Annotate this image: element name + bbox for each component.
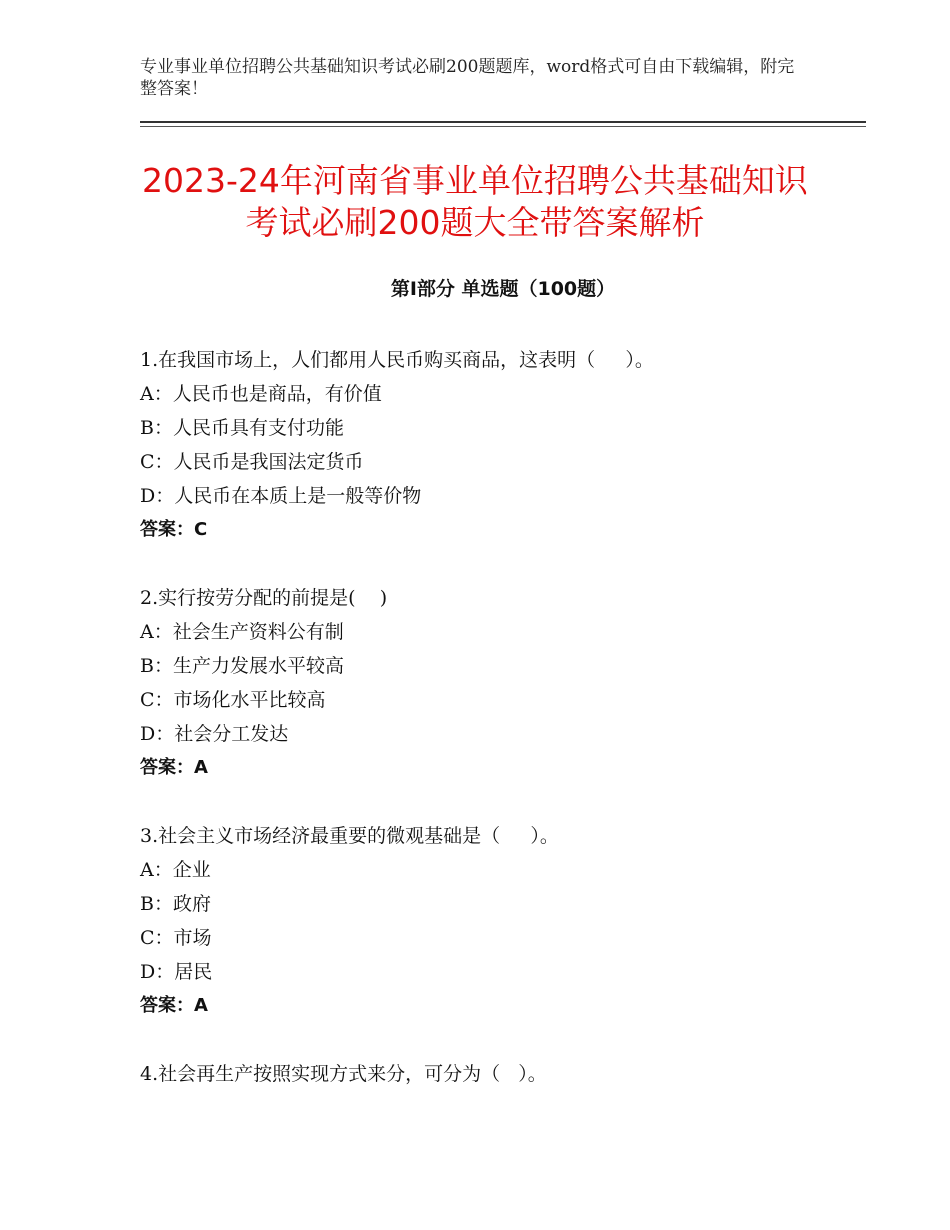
answer-line: 答案：C xyxy=(140,519,208,540)
option-d: D：居民 xyxy=(140,961,213,983)
answer-line: 答案：A xyxy=(140,995,208,1016)
option-c: C：市场化水平比较高 xyxy=(140,689,326,711)
section-heading: 第Ⅰ部分 单选题（100题） xyxy=(390,278,616,300)
answer-line: 答案：A xyxy=(140,757,208,778)
option-b: B：人民币具有支付功能 xyxy=(140,417,344,439)
question-list xyxy=(140,343,866,1125)
option-b: B：政府 xyxy=(140,893,211,915)
option-d: D：人民币在本质上是一般等价物 xyxy=(140,485,422,507)
option-a: A：社会生产资料公有制 xyxy=(140,621,344,643)
option-c: C：人民币是我国法定货币 xyxy=(140,451,364,473)
option-c: C：市场 xyxy=(140,927,212,949)
question-4 xyxy=(140,1057,866,1091)
question-2 xyxy=(140,581,866,785)
header-rule-thick xyxy=(140,121,866,123)
header-note: 专业事业单位招聘公共基础知识考试必刷200题题库，word格式可自由下载编辑，附完整答案！ xyxy=(140,57,795,99)
question-stem: 2.实行按劳分配的前提是( ) xyxy=(140,587,388,609)
option-a: A：人民币也是商品，有价值 xyxy=(140,383,382,405)
question-3 xyxy=(140,819,866,1023)
document-title: 2023-24年河南省事业单位招聘公共基础知识考试必刷200题大全带答案解析 xyxy=(142,161,808,242)
question-stem: 4.社会再生产按照实现方式来分，可分为（ ）。 xyxy=(140,1063,547,1085)
question-stem: 3.社会主义市场经济最重要的微观基础是（ ）。 xyxy=(140,825,559,847)
question-1 xyxy=(140,343,866,547)
question-stem: 1.在我国市场上，人们都用人民币购买商品，这表明（ ）。 xyxy=(140,349,654,371)
option-d: D：社会分工发达 xyxy=(140,723,289,745)
header-rule-thin xyxy=(140,126,866,127)
option-b: B：生产力发展水平较高 xyxy=(140,655,344,677)
option-a: A：企业 xyxy=(140,859,211,881)
